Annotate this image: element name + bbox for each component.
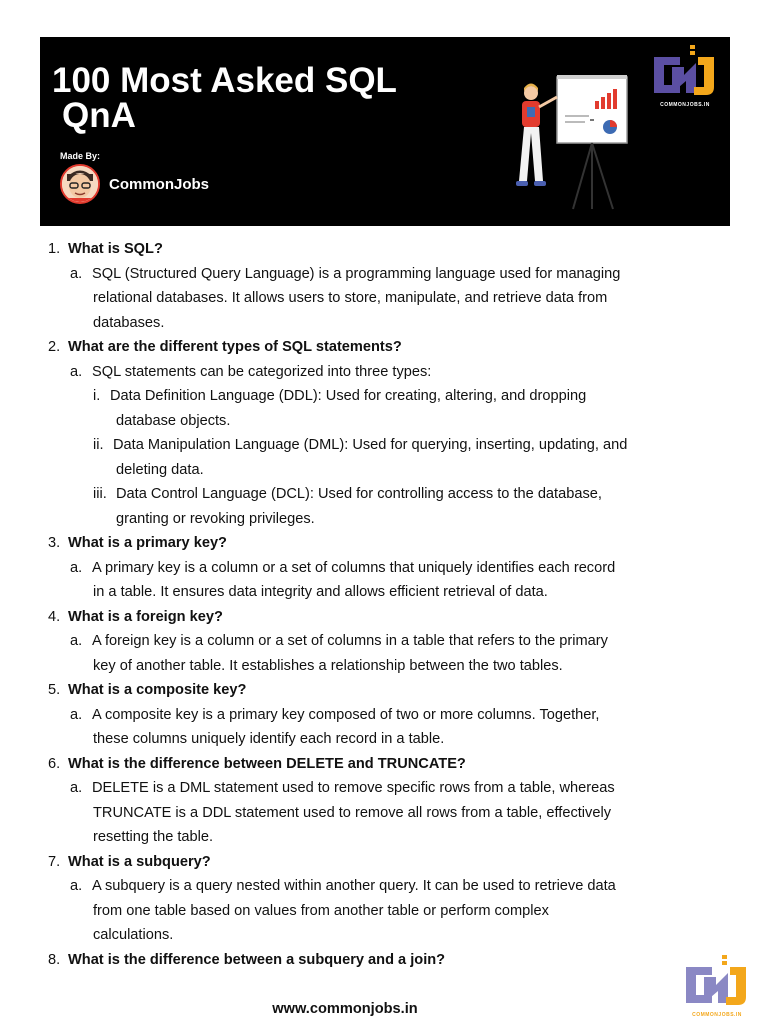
commonjobs-logo-icon (650, 45, 720, 97)
question-text: What are the different types of SQL statements? (68, 339, 402, 355)
answer-line: SQL statements can be categorized into three types: (92, 363, 432, 380)
answer-marker: a. (70, 706, 83, 723)
answer-line: Data Definition Language (DDL): Used for creating, altering, and dropping (110, 388, 587, 404)
answer-marker: ii. (93, 437, 104, 453)
answer-line: relational databases. It allows users to store, manipulate, and retrieve data from (93, 290, 608, 306)
answer-line: TRUNCATE is a DDL statement used to remove all rows from a table, effectively (93, 804, 611, 821)
answer-line: Data Manipulation Language (DML): Used for querying, inserting, updating, and (113, 437, 628, 453)
question-text: What is a foreign key? (68, 608, 223, 625)
question-number: 8. (48, 951, 61, 968)
answer-line: A subquery is a query nested within another query. It can be used to retrieve data (92, 878, 616, 894)
answer-line: in a table. It ensures data integrity and allows efficient retrieval of data. (93, 584, 548, 600)
avatar (60, 164, 100, 204)
page-title (52, 63, 397, 133)
answer-marker: a. (70, 780, 83, 796)
answer-marker: a. (70, 878, 83, 894)
presentation-illustration-icon (505, 71, 650, 221)
question-number: 2. (48, 339, 61, 355)
answer-line: granting or revoking privileges. (116, 510, 315, 527)
answer-marker: a. (70, 559, 83, 576)
answer-line: resetting the table. (93, 829, 214, 845)
question-number: 3. (48, 535, 61, 551)
answer-marker: a. (70, 363, 83, 380)
answer-line: A composite key is a primary key composed of two or more columns. Together, (92, 706, 600, 723)
avatar-face-icon (62, 166, 98, 202)
question-number: 7. (48, 853, 61, 870)
answer-line: DELETE is a DML statement used to remove specific rows from a table, whereas (92, 780, 615, 796)
answer-line: calculations. (93, 927, 174, 943)
answer-line: A primary key is a column or a set of columns that uniquely identifies each record (92, 559, 616, 576)
answer-line: databases. (93, 314, 165, 331)
answer-marker: i. (93, 388, 101, 404)
logo-caption: COMMONJOBS.IN (660, 102, 710, 108)
question-text: What is the difference between DELETE and TRUNCATE? (68, 755, 466, 772)
answer-marker: a. (70, 633, 83, 649)
author-block (60, 164, 209, 204)
footer-url[interactable]: www.commonjobs.in (272, 1001, 418, 1017)
question-text: What is a primary key? (68, 535, 227, 551)
footer-logo-caption: COMMONJOBS.IN (692, 1012, 742, 1018)
question-text: What is a composite key? (68, 682, 247, 698)
answer-line: A foreign key is a column or a set of columns in a table that refers to the primary (92, 633, 608, 649)
question-number: 6. (48, 755, 61, 772)
answer-marker: a. (70, 265, 83, 282)
answer-line: deleting data. (116, 461, 204, 478)
question-number: 4. (48, 608, 61, 625)
answer-line: SQL (Structured Query Language) is a programming language used for managing (92, 265, 621, 282)
answer-line: database objects. (116, 412, 231, 429)
author-name: CommonJobs (109, 175, 210, 193)
answer-line: these columns uniquely identify each record in a table. (93, 731, 445, 747)
commonjobs-footer-logo-icon (682, 955, 752, 1007)
commonjobs-footer-logo (682, 955, 752, 1018)
made-by-label: Made By: (60, 151, 101, 161)
question-text: What is SQL? (68, 241, 163, 257)
question-text: What is a subquery? (68, 853, 211, 870)
answer-line: from one table based on values from another table or perform complex (93, 902, 549, 919)
question-number: 5. (48, 682, 61, 698)
answer-line: Data Control Language (DCL): Used for controlling access to the database, (116, 486, 602, 502)
answer-line: key of another table. It establishes a relationship between the two tables. (93, 657, 563, 674)
question-text: What is the difference between a subquery and a join? (68, 951, 446, 968)
commonjobs-logo (650, 45, 720, 108)
question-number: 1. (48, 241, 61, 257)
header-banner (40, 37, 730, 226)
title-line-2: QnA (62, 96, 136, 135)
title-line-1: 100 Most Asked SQL (52, 61, 397, 100)
answer-marker: iii. (93, 486, 107, 502)
